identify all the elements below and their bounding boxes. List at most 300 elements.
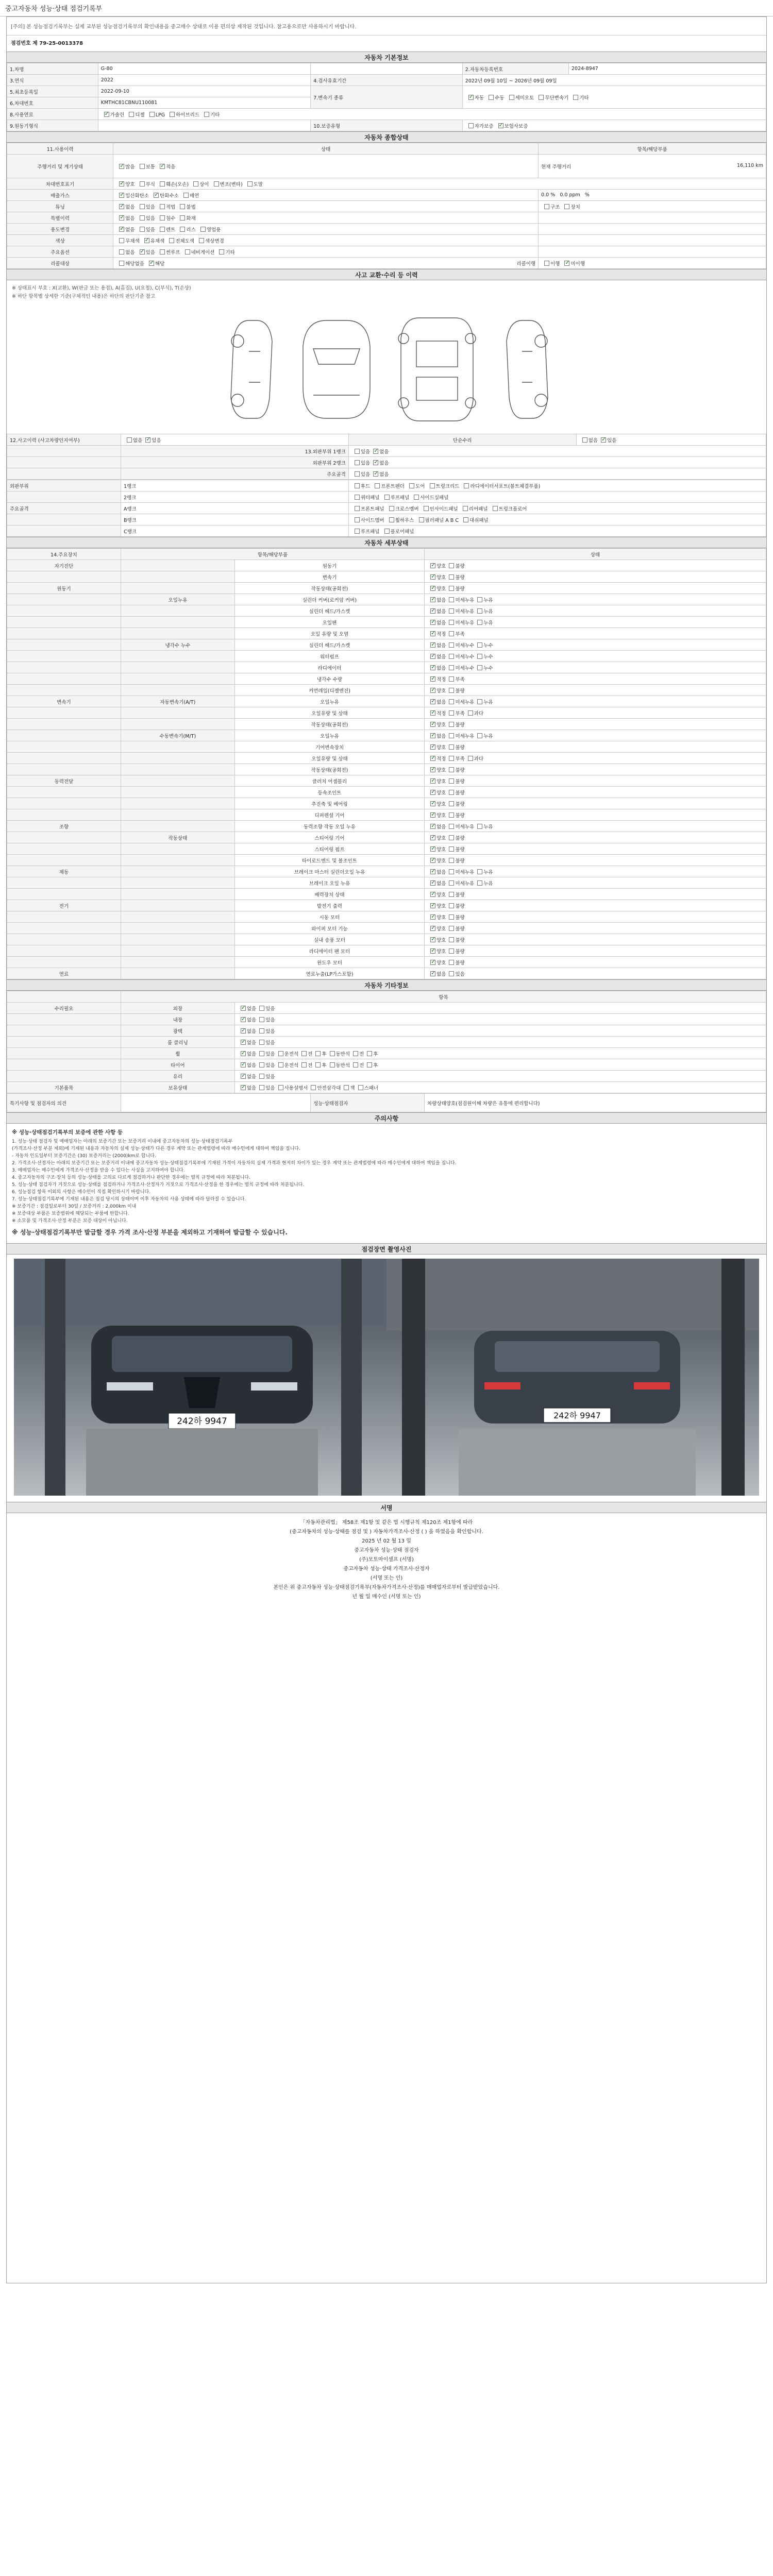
checkbox[interactable]	[449, 654, 454, 659]
checkbox[interactable]	[430, 880, 435, 886]
checkbox[interactable]	[477, 869, 482, 874]
checkbox[interactable]	[301, 1051, 307, 1056]
label: 불량	[455, 858, 465, 864]
label: 보통	[145, 164, 155, 170]
checkbox[interactable]	[241, 1028, 246, 1033]
cell	[348, 503, 766, 514]
checkbox[interactable]	[160, 204, 165, 209]
checkbox[interactable]	[355, 471, 360, 477]
checkbox[interactable]	[160, 249, 165, 255]
checkbox[interactable]	[373, 460, 378, 465]
cell	[425, 923, 766, 934]
checkbox[interactable]	[430, 756, 435, 761]
checkbox[interactable]	[468, 123, 474, 128]
checkbox[interactable]	[430, 778, 435, 784]
checkbox[interactable]	[219, 249, 224, 255]
cell	[7, 526, 121, 537]
checkbox[interactable]	[498, 123, 503, 128]
cell: 주요골격	[7, 503, 121, 514]
checkbox[interactable]	[315, 1062, 321, 1067]
checkbox[interactable]	[259, 1040, 264, 1045]
cell	[7, 832, 121, 843]
checkbox[interactable]	[180, 215, 185, 221]
checkbox[interactable]	[449, 824, 454, 829]
checkbox[interactable]	[375, 483, 380, 488]
cell	[234, 1003, 766, 1014]
table-row	[7, 832, 766, 843]
label: 휠하우스	[395, 517, 414, 523]
checkbox[interactable]	[430, 801, 435, 806]
checkbox[interactable]	[449, 801, 454, 806]
cell: 작동상태(공회전)	[234, 764, 424, 775]
checkbox[interactable]	[278, 1062, 283, 1067]
checkbox[interactable]	[430, 914, 435, 920]
checkbox[interactable]	[259, 1006, 264, 1011]
checkbox[interactable]	[449, 858, 454, 863]
checkbox[interactable]	[449, 937, 454, 942]
checkbox[interactable]	[493, 506, 498, 511]
cell: 디퍼렌셜 기어	[234, 809, 424, 821]
checkbox[interactable]	[414, 495, 419, 500]
label: 상이	[199, 181, 209, 188]
cell	[234, 1082, 766, 1093]
checkbox[interactable]	[430, 597, 435, 602]
checkbox[interactable]	[241, 1051, 246, 1056]
label: 누유	[483, 597, 493, 603]
cell	[113, 155, 539, 178]
checkbox[interactable]	[468, 95, 474, 100]
checkbox[interactable]	[384, 529, 390, 534]
checkbox[interactable]	[430, 971, 435, 976]
checkbox[interactable]	[119, 261, 124, 266]
checkbox[interactable]	[464, 483, 469, 488]
checkbox[interactable]	[355, 483, 360, 488]
checkbox[interactable]	[449, 835, 454, 840]
cell: 작동상태	[121, 832, 234, 843]
checkbox[interactable]	[430, 642, 435, 648]
checkbox[interactable]	[449, 665, 454, 670]
cell	[425, 934, 766, 945]
cell	[425, 651, 766, 662]
checkbox[interactable]	[477, 665, 482, 670]
checkbox[interactable]	[601, 437, 606, 443]
checkbox[interactable]	[355, 529, 360, 534]
label: 사용설명서	[284, 1085, 308, 1091]
label: 불량	[455, 563, 465, 569]
caution-line: 1. 성능·상태 점검자 및 매매업자는 아래의 보증기간 또는 보증거리 이내에 중고자동차의 성능·상태점검기록부	[12, 1139, 233, 1144]
checkbox[interactable]	[200, 227, 206, 232]
checkbox[interactable]	[199, 238, 204, 243]
checkbox[interactable]	[430, 699, 435, 704]
checkbox[interactable]	[193, 181, 198, 187]
checkbox[interactable]	[344, 1085, 349, 1090]
checkbox[interactable]	[449, 880, 454, 886]
table-row	[7, 434, 766, 446]
cell	[425, 605, 766, 617]
cell	[7, 457, 121, 468]
checkbox[interactable]	[358, 1085, 363, 1090]
checkbox[interactable]	[449, 597, 454, 602]
cell	[121, 798, 234, 809]
table-row	[7, 1003, 766, 1014]
checkbox[interactable]	[430, 903, 435, 908]
checkbox[interactable]	[477, 620, 482, 625]
checkbox[interactable]	[430, 483, 435, 488]
checkbox[interactable]	[180, 227, 185, 232]
checkbox[interactable]	[449, 586, 454, 591]
checkbox[interactable]	[430, 790, 435, 795]
label: 없음	[246, 1085, 257, 1091]
checkbox[interactable]	[449, 914, 454, 920]
checkbox[interactable]	[430, 869, 435, 874]
checkbox[interactable]	[367, 1062, 372, 1067]
checkbox[interactable]	[145, 437, 150, 443]
label: 영업용	[206, 227, 221, 233]
checkbox[interactable]	[430, 926, 435, 931]
checkbox[interactable]	[449, 699, 454, 704]
checkbox[interactable]	[119, 204, 124, 209]
checkbox[interactable]	[449, 846, 454, 852]
checkbox[interactable]	[409, 483, 414, 488]
checkbox[interactable]	[140, 204, 145, 209]
checkbox[interactable]	[449, 790, 454, 795]
checkbox[interactable]	[449, 926, 454, 931]
checkbox[interactable]	[477, 733, 482, 738]
checkbox[interactable]	[430, 608, 435, 614]
checkbox[interactable]	[183, 193, 189, 198]
checkbox[interactable]	[449, 710, 454, 716]
checkbox[interactable]	[449, 620, 454, 625]
checkbox[interactable]	[468, 710, 473, 716]
checkbox[interactable]	[544, 261, 549, 266]
caution-line: 4. 중고자동차의 구조·장치 등의 성능·상태를 고의로 다르게 점검하거나 판단한 경우에는 벌칙 규정에 따라 처분됩니다.	[12, 1175, 250, 1180]
cell: 브레이크 마스터 실린더오일 누유	[234, 866, 424, 877]
cell: 변속기	[234, 571, 424, 583]
checkbox[interactable]	[353, 1051, 358, 1056]
checkbox[interactable]	[463, 517, 468, 522]
checkbox[interactable]	[430, 948, 435, 954]
cell: G-80	[98, 63, 310, 75]
label: 있음	[145, 204, 155, 210]
checkbox[interactable]	[430, 846, 435, 852]
cell: 오일누유	[234, 730, 424, 741]
checkbox[interactable]	[430, 586, 435, 591]
checkbox[interactable]	[367, 1051, 372, 1056]
checkbox[interactable]	[430, 937, 435, 942]
checkbox[interactable]	[119, 215, 124, 221]
checkbox[interactable]	[247, 181, 253, 187]
section-summary: 자동차 종합상태	[7, 131, 766, 143]
cell	[462, 120, 766, 131]
checkbox[interactable]	[149, 261, 154, 266]
checkbox[interactable]	[449, 642, 454, 648]
checkbox[interactable]	[180, 204, 185, 209]
label: 누수	[483, 642, 493, 649]
checkbox[interactable]	[311, 1085, 316, 1090]
section-photos: 점검장면 촬영사진	[7, 1243, 766, 1255]
label: 과다	[474, 756, 484, 762]
checkbox[interactable]	[449, 903, 454, 908]
checkbox[interactable]	[119, 249, 124, 255]
checkbox[interactable]	[449, 744, 454, 750]
checkbox[interactable]	[582, 437, 587, 443]
cell: C랭크	[121, 526, 348, 537]
checkbox[interactable]	[140, 181, 145, 187]
checkbox[interactable]	[355, 495, 360, 500]
cell	[425, 945, 766, 957]
checkbox[interactable]	[330, 1051, 335, 1056]
cell: 2022-09-10	[98, 86, 310, 97]
caution-lines	[12, 1138, 761, 1225]
checkbox[interactable]	[430, 620, 435, 625]
checkbox[interactable]	[259, 1028, 264, 1033]
cell	[7, 673, 121, 685]
cell	[113, 246, 539, 258]
cell	[121, 764, 234, 775]
checkbox[interactable]	[373, 471, 378, 477]
checkbox[interactable]	[539, 95, 544, 100]
cell: 휠	[121, 1048, 234, 1059]
cell	[462, 86, 766, 109]
checkbox[interactable]	[449, 688, 454, 693]
checkbox[interactable]	[384, 495, 390, 500]
signature-block	[7, 1513, 766, 1607]
table-row	[7, 843, 766, 855]
checkbox[interactable]	[430, 654, 435, 659]
checkbox[interactable]	[355, 517, 360, 522]
label: 있음	[145, 249, 155, 256]
checkbox[interactable]	[160, 215, 165, 221]
checkbox[interactable]	[430, 631, 435, 636]
cell: 광택	[121, 1025, 234, 1037]
checkbox[interactable]	[449, 608, 454, 614]
label: 양호	[436, 926, 446, 932]
label: 누수	[483, 654, 493, 660]
label: 미세누유	[455, 608, 475, 615]
checkbox[interactable]	[204, 112, 209, 117]
checkbox[interactable]	[127, 437, 132, 443]
checkbox[interactable]	[160, 181, 165, 187]
label: 전	[359, 1051, 364, 1057]
checkbox[interactable]	[355, 460, 360, 465]
cell	[7, 945, 121, 957]
caution-line: ※ 소모품 및 가격조사·산정 부분은 보증 대상이 아닙니다.	[12, 1218, 128, 1224]
label: 전체도색	[175, 238, 195, 244]
checkbox[interactable]	[430, 824, 435, 829]
checkbox[interactable]	[430, 812, 435, 818]
summary-table	[7, 143, 766, 269]
checkbox[interactable]	[564, 204, 569, 209]
checkbox[interactable]	[169, 238, 174, 243]
checkbox[interactable]	[140, 249, 145, 255]
checkbox[interactable]	[259, 1085, 264, 1090]
checkbox[interactable]	[241, 1085, 246, 1090]
checkbox[interactable]	[278, 1085, 283, 1090]
label: 과다	[474, 710, 484, 717]
caution-heading: ※ 성능·상태점검기록부의 보증에 관한 사항 등	[12, 1129, 123, 1136]
checkbox[interactable]	[140, 215, 145, 221]
checkbox[interactable]	[119, 238, 124, 243]
checkbox[interactable]	[477, 642, 482, 648]
checkbox[interactable]	[119, 227, 124, 232]
checkbox[interactable]	[430, 733, 435, 738]
checkbox[interactable]	[389, 517, 394, 522]
checkbox[interactable]	[449, 733, 454, 738]
cell: 브레이크 오일 누유	[234, 877, 424, 889]
checkbox[interactable]	[355, 449, 360, 454]
checkbox[interactable]	[149, 112, 155, 117]
checkbox[interactable]	[119, 181, 124, 187]
cell: 12.사고이력 (사고차량인지여부)	[7, 434, 121, 446]
cell	[234, 1037, 766, 1048]
checkbox[interactable]	[477, 597, 482, 602]
checkbox[interactable]	[241, 1017, 246, 1022]
checkbox[interactable]	[389, 506, 394, 511]
label: 자가보증	[474, 123, 494, 129]
checkbox[interactable]	[430, 676, 435, 682]
checkbox[interactable]	[449, 892, 454, 897]
checkbox[interactable]	[424, 506, 429, 511]
checkbox[interactable]	[278, 1051, 283, 1056]
cell	[121, 877, 234, 889]
checkbox[interactable]	[140, 227, 145, 232]
checkbox[interactable]	[449, 948, 454, 954]
label: 플로어패널	[390, 529, 414, 535]
checkbox[interactable]	[259, 1074, 264, 1079]
label: 양호	[436, 767, 446, 773]
checkbox[interactable]	[477, 699, 482, 704]
label: 트렁크플로어	[498, 506, 527, 512]
checkbox[interactable]	[119, 164, 124, 169]
cell	[121, 662, 234, 673]
label: 불량	[455, 586, 465, 592]
table-row	[7, 685, 766, 696]
checkbox[interactable]	[449, 960, 454, 965]
cell	[7, 492, 121, 503]
checkbox[interactable]	[355, 506, 360, 511]
checkbox[interactable]	[430, 563, 435, 568]
checkbox[interactable]	[170, 112, 175, 117]
checkbox[interactable]	[449, 563, 454, 568]
checkbox[interactable]	[430, 960, 435, 965]
table-row	[7, 787, 766, 798]
checkbox[interactable]	[214, 181, 219, 187]
checkbox[interactable]	[185, 249, 190, 255]
checkbox[interactable]	[241, 1062, 246, 1067]
checkbox[interactable]	[489, 95, 494, 100]
signature-line: 년 월 일 매수인 (서명 또는 인)	[352, 1594, 421, 1600]
label: 불량	[455, 835, 465, 841]
checkbox[interactable]	[104, 112, 109, 117]
checkbox[interactable]	[353, 1062, 358, 1067]
checkbox[interactable]	[241, 1040, 246, 1045]
label: 불량	[455, 846, 465, 853]
checkbox[interactable]	[140, 164, 145, 169]
checkbox[interactable]	[564, 261, 569, 266]
checkbox[interactable]	[430, 688, 435, 693]
checkbox[interactable]	[129, 112, 134, 117]
cell: B랭크	[121, 514, 348, 526]
checkbox[interactable]	[430, 744, 435, 750]
table-row	[7, 235, 766, 246]
checkbox[interactable]	[449, 767, 454, 772]
checkbox[interactable]	[430, 665, 435, 670]
checkbox[interactable]	[477, 824, 482, 829]
checkbox[interactable]	[477, 608, 482, 614]
label: 없음	[125, 249, 135, 256]
checkbox[interactable]	[430, 858, 435, 863]
checkbox[interactable]	[449, 676, 454, 682]
cell: 전기	[7, 900, 121, 911]
checkbox[interactable]	[259, 1051, 264, 1056]
checkbox[interactable]	[449, 631, 454, 636]
checkbox[interactable]	[330, 1062, 335, 1067]
checkbox[interactable]	[259, 1017, 264, 1022]
cell	[121, 945, 234, 957]
checkbox[interactable]	[477, 654, 482, 659]
cell: 실린더 헤드/가스켓	[234, 639, 424, 651]
checkbox[interactable]	[430, 574, 435, 580]
checkbox[interactable]	[315, 1051, 321, 1056]
checkbox[interactable]	[241, 1006, 246, 1011]
checkbox[interactable]	[509, 95, 514, 100]
cell: 타이로드엔드 및 볼조인트	[234, 855, 424, 866]
checkbox[interactable]	[463, 506, 468, 511]
cell	[7, 934, 121, 945]
label: 스패너	[364, 1085, 379, 1091]
checkbox[interactable]	[259, 1062, 264, 1067]
checkbox[interactable]	[301, 1062, 307, 1067]
checkbox[interactable]	[544, 204, 549, 209]
table-row	[7, 1048, 766, 1059]
caution-line: 2. 가격조사·산정자는 아래의 보증기간 또는 보증거리 이내에 중고자동차 성능·상태점검기록부에 기재된 가격이 자동차의 실제 가격과 현저히 차이가 있는 경우 계약 또는 관계법령에 따라 매수인에게 대하여 책임을 집니다.	[12, 1161, 457, 1166]
checkbox[interactable]	[449, 574, 454, 580]
cell	[7, 1048, 121, 1059]
label: A	[445, 517, 449, 523]
table-row	[7, 526, 766, 537]
checkbox[interactable]	[119, 193, 124, 198]
checkbox[interactable]	[449, 778, 454, 784]
checkbox[interactable]	[144, 238, 149, 243]
label: 있음	[265, 1051, 275, 1057]
checkbox[interactable]	[449, 722, 454, 727]
checkbox[interactable]	[449, 971, 454, 976]
checkbox[interactable]	[468, 756, 473, 761]
checkbox[interactable]	[430, 767, 435, 772]
table-row	[7, 201, 766, 212]
label: 없음	[379, 449, 389, 455]
checkbox[interactable]	[449, 756, 454, 761]
checkbox[interactable]	[419, 517, 424, 522]
checkbox[interactable]	[430, 722, 435, 727]
checkbox[interactable]	[373, 449, 378, 454]
checkbox[interactable]	[477, 880, 482, 886]
checkbox[interactable]	[430, 892, 435, 897]
label: 기타	[225, 249, 235, 256]
checkbox[interactable]	[449, 812, 454, 818]
checkbox[interactable]	[573, 95, 578, 100]
checkbox[interactable]	[160, 164, 165, 169]
label: 불량	[455, 948, 465, 955]
checkbox[interactable]	[430, 710, 435, 716]
checkbox[interactable]	[430, 835, 435, 840]
cell	[7, 855, 121, 866]
checkbox[interactable]	[241, 1074, 246, 1079]
checkbox[interactable]	[154, 193, 159, 198]
checkbox[interactable]	[160, 227, 165, 232]
cell	[425, 957, 766, 968]
checkbox[interactable]	[449, 869, 454, 874]
